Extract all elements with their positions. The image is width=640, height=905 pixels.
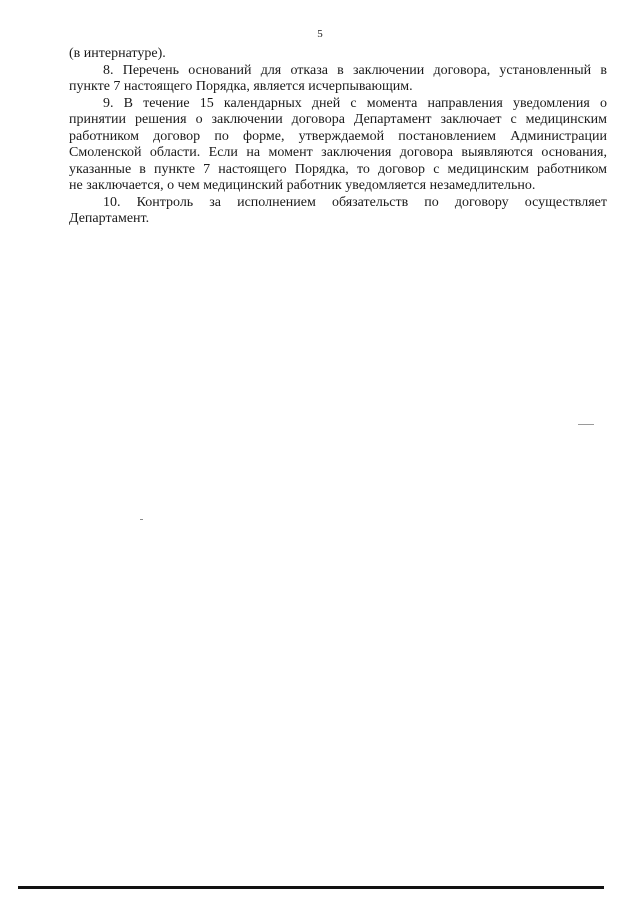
page-number: 5 [317,28,323,40]
text-line-3: пункте 7 настоящего Порядка, является исчерпывающим. [69,79,413,94]
text-line-9: не заключается, о чем медицинский работник уведомляется незамедлительно. [69,178,536,193]
text-line-8: указанные в пункте 7 настоящего Порядка, то договор с медицинским работником [69,161,607,177]
text-line-2: 8. Перечень оснований для отказа в заключении договора, установленный в [103,62,607,78]
text-line-1: (в интернатуре). [69,46,166,61]
bottom-scan-edge [18,886,604,889]
text-line-7: Смоленской области. Если на момент заключения договора выявляются основания, [69,145,607,160]
text-line-4: 9. В течение 15 календарных дней с момента направления уведомления о [103,95,607,111]
document-body [69,46,607,228]
text-line-10: 10. Контроль за исполнением обязательств по договору осуществляет [103,194,607,210]
text-line-11: Департамент. [69,211,150,226]
text-line-6: работником договор по форме, утверждаемой постановлением Администрации [69,128,607,144]
scan-artifact [140,519,143,520]
text-line-5: принятии решения о заключении договора Департамент заключает с медицинским [69,112,607,127]
scan-artifact [578,424,594,425]
